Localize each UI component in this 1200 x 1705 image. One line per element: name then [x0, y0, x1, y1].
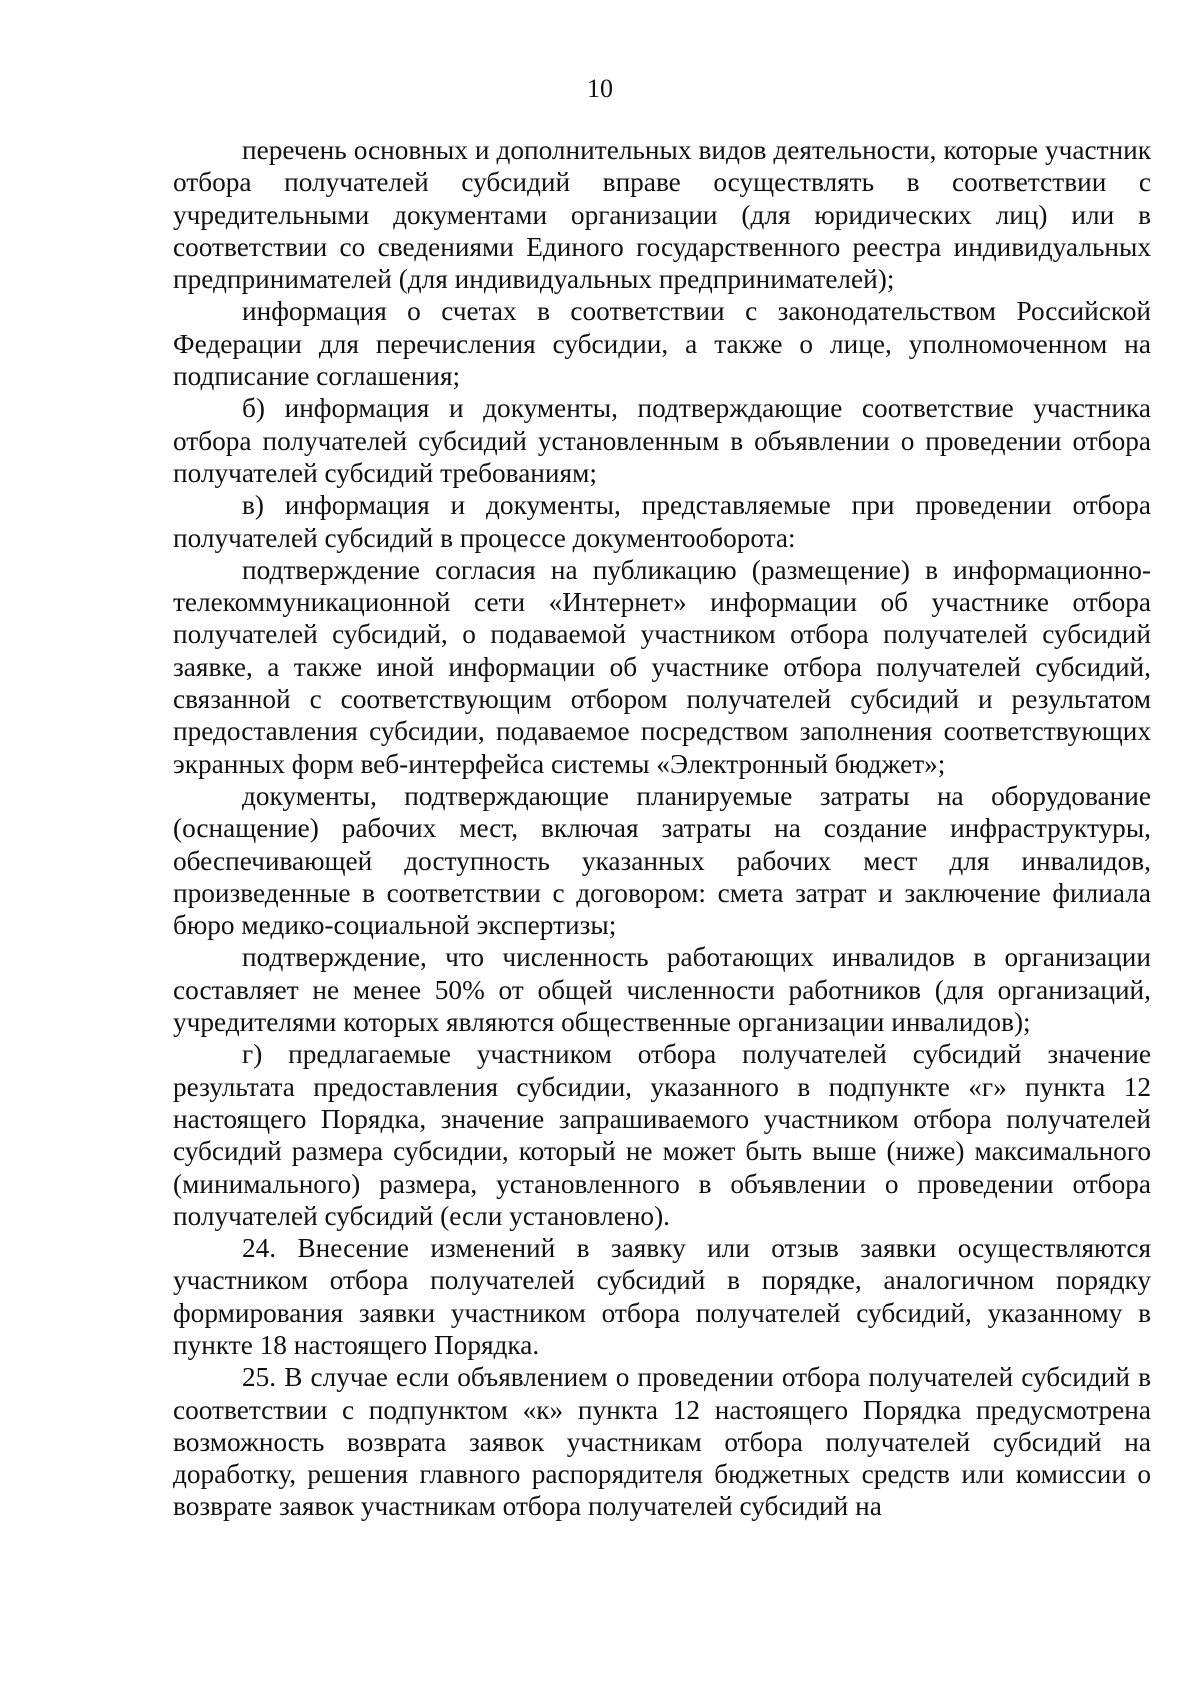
paragraph-clause-25: 25. В случае если объявлением о проведении отбора получателей субсидий в соответствии с подпунктом «к» пункта 12 настоящего Порядка предусмотрена возможность возврата заявок участникам отбора получателей субсидий на доработку, решения главного распорядителя бюджетных средств или комиссии о возврате заявок участникам отбора получателей субсидий на [173, 1362, 1151, 1522]
paragraph-publication-consent: подтверждение согласия на публикацию (размещение) в информационно-телекоммуникационной сети «Интернет» информации об участнике отбора получателей субсидий, о подаваемой участником отбора получателей субсидий заявке, а также иной информации об участнике отбора получателей субсидий, связанной с соответствующим отбором получателей субсидий и результатом предоставления субсидии, подаваемое посредством заполнения соответствующих экранных форм веб-интерфейса системы «Электронный бюджет»; [173, 554, 1151, 779]
page-number: 10 [587, 74, 613, 103]
document-body [173, 134, 1151, 1523]
paragraph-activities-list: перечень основных и дополнительных видов деятельности, которые участник отбора получателей субсидий вправе осуществлять в соответствии с учредительными документами организации (для юридических лиц) или в соответствии со сведениями Единого государственного реестра индивидуальных предпринимателей (для индивидуальных предпринимателей); [173, 135, 1151, 295]
paragraph-disabled-workers: подтверждение, что численность работающих инвалидов в организации составляет не менее 50% от общей численности работников (для организаций, учредителями которых являются общественные организации инвалидов); [173, 942, 1151, 1038]
paragraph-cost-documents: документы, подтверждающие планируемые затраты на оборудование (оснащение) рабочих мест, включая затраты на создание инфраструктуры, обеспечивающей доступность указанных рабочих мест для инвалидов, произведенные в соответствии с договором: смета затрат и заключение филиала бюро медико-социальной экспертизы; [173, 780, 1151, 941]
paragraph-clause-24: 24. Внесение изменений в заявку или отзыв заявки осуществляются участником отбора получателей субсидий в порядке, аналогичном порядку формирования заявки участником отбора получателей субсидий, указанному в пункте 18 настоящего Порядка. [173, 1233, 1151, 1360]
paragraph-item-b: б) информация и документы, подтверждающие соответствие участника отбора получателей субсидий установленным в объявлении о проведении отбора получателей субсидий требованиям; [173, 393, 1151, 488]
paragraph-item-v: в) информация и документы, представляемые при проведении отбора получателей субсидий в процессе документооборота: [173, 490, 1151, 553]
paragraph-item-g: г) предлагаемые участником отбора получателей субсидий значение результата предоставления субсидии, указанного в подпункте «г» пункта 12 настоящего Порядка, значение запрашиваемого участником отбора получателей субсидий размера субсидии, который не может быть выше (ниже) максимального (минимального) размера, установленного в объявлении о проведении отбора получателей субсидий (если установлено). [173, 1039, 1151, 1231]
paragraph-accounts-info: информация о счетах в соответствии с законодательством Российской Федерации для перечисления субсидии, а также о лице, уполномоченном на подписание соглашения; [173, 296, 1151, 392]
